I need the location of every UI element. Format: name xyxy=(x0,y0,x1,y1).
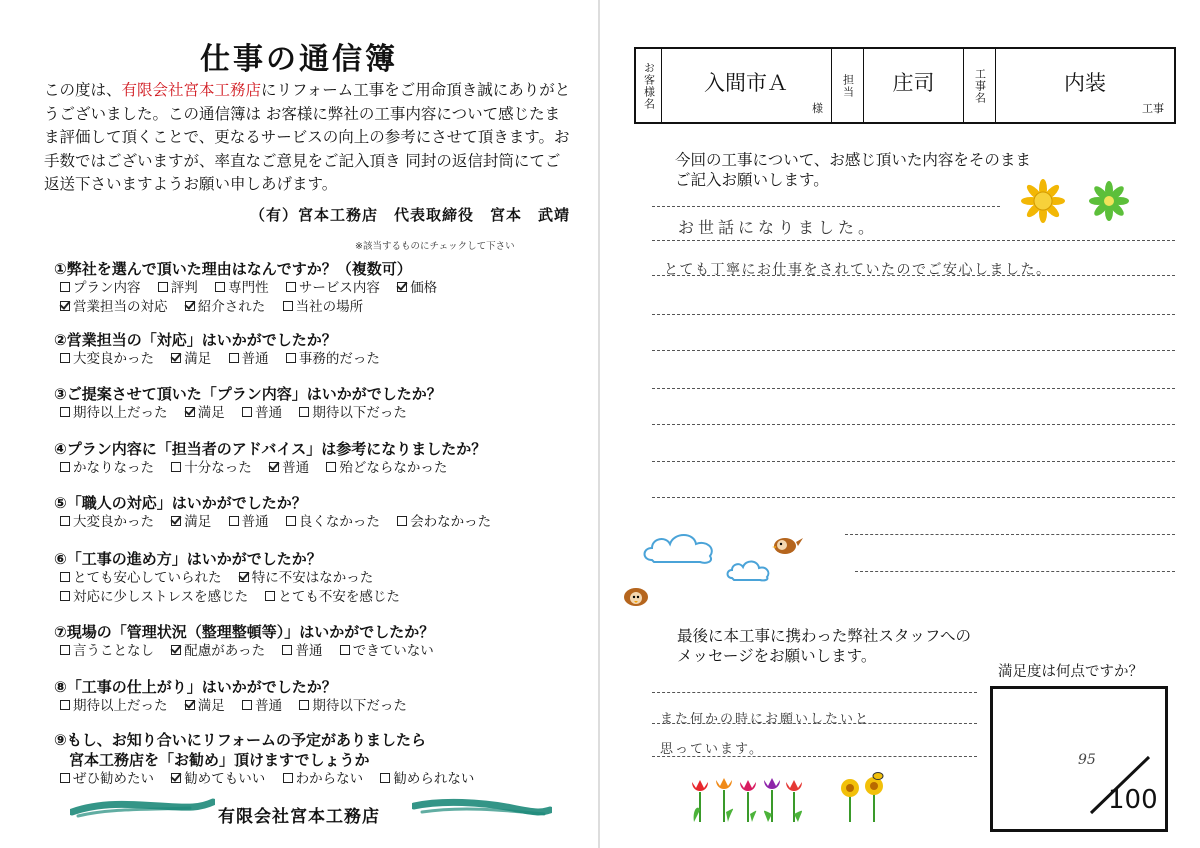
checkbox[interactable] xyxy=(340,645,350,655)
green-flower-icon xyxy=(1088,180,1130,222)
option-item[interactable] xyxy=(60,460,154,476)
question-options xyxy=(60,350,564,369)
option-label: 普通 xyxy=(282,460,310,476)
checkbox[interactable] xyxy=(158,282,168,292)
question-options xyxy=(60,569,564,607)
option-item[interactable] xyxy=(283,771,364,787)
intro-prefix: この度は、 xyxy=(44,81,122,99)
checkbox[interactable] xyxy=(242,407,252,417)
checkbox[interactable] xyxy=(171,462,181,472)
question-title: ⑦現場の「管理状況（整理整頓等）」はいかがでしたか？ xyxy=(54,623,435,641)
option-label: 期待以上だった xyxy=(73,405,168,421)
work-value-cell xyxy=(996,49,1174,122)
option-label: プラン内容 xyxy=(73,280,141,296)
option-item[interactable] xyxy=(60,351,154,367)
question-title: ⑨もし、お知り合いにリフォームの予定がありましたら 宮本工務店を「お勧め」頂けますでしょうか xyxy=(54,731,426,769)
checkbox[interactable] xyxy=(380,773,390,783)
staff-label-cell xyxy=(832,49,864,122)
checked-checkbox[interactable] xyxy=(171,773,181,783)
handwritten-message: 思っています。 xyxy=(660,742,764,757)
option-item[interactable] xyxy=(171,643,265,659)
option-label: 普通 xyxy=(241,514,269,530)
checkbox[interactable] xyxy=(60,462,70,472)
option-item[interactable] xyxy=(286,514,380,530)
option-label: サービス内容 xyxy=(298,280,380,296)
option-item[interactable] xyxy=(60,771,154,787)
option-label: かなりなった xyxy=(73,460,154,476)
checked-checkbox[interactable] xyxy=(171,516,181,526)
question-title: ⑧「工事の仕上がり」はいかがでしたか？ xyxy=(54,678,337,696)
option-label: 特に不安はなかった xyxy=(251,570,374,586)
checkbox[interactable] xyxy=(283,301,293,311)
question-8 xyxy=(54,677,564,716)
work-name: 内装 xyxy=(1064,71,1106,95)
question-options xyxy=(60,697,564,716)
option-item[interactable] xyxy=(171,771,265,787)
comment-dashed-line xyxy=(652,206,1000,207)
checkbox[interactable] xyxy=(299,700,309,710)
question-2 xyxy=(54,330,564,369)
option-label: 営業担当の対応 xyxy=(73,299,168,315)
brush-stroke-right xyxy=(412,796,552,822)
question-6 xyxy=(54,549,564,607)
dashed-line-extra-2 xyxy=(855,571,1175,572)
footer-company-name: 有限会社宮本工務店 xyxy=(218,807,380,827)
option-item[interactable] xyxy=(60,514,154,530)
option-item[interactable] xyxy=(286,280,380,296)
option-label: 勧めてもいい xyxy=(184,771,266,787)
option-label: 紹介された xyxy=(197,299,266,315)
score-max: 100 xyxy=(1108,785,1158,815)
message-prompt: 最後に本工事に携わった弊社スタッフへの メッセージをお願いします。 xyxy=(677,627,972,665)
question-title: ⑤「職人の対応」はいかがでしたか？ xyxy=(54,494,307,512)
option-label: 満足 xyxy=(184,351,212,367)
option-item[interactable] xyxy=(60,280,141,296)
checkbox[interactable] xyxy=(60,700,70,710)
dashed-line-extra-1 xyxy=(845,534,1175,535)
score-value: 95 xyxy=(1078,752,1096,768)
option-label: 満足 xyxy=(197,405,225,421)
option-item[interactable] xyxy=(60,589,248,605)
question-options xyxy=(60,404,564,423)
staff-value-cell xyxy=(864,49,964,122)
small-sunflowers-icon xyxy=(836,772,888,824)
option-label: とても不安を感じた xyxy=(278,589,400,605)
question-7 xyxy=(54,622,564,661)
question-title: ③ご提案させて頂いた「プラン内容」はいかがでしたか？ xyxy=(54,385,442,403)
option-label: 勧められない xyxy=(393,771,475,787)
option-label: できていない xyxy=(352,643,434,659)
option-item[interactable] xyxy=(215,280,269,296)
option-item[interactable] xyxy=(397,280,437,296)
option-label: 普通 xyxy=(241,351,269,367)
option-label: 価格 xyxy=(410,280,438,296)
message-dashed-line xyxy=(652,692,977,693)
tulips-icon xyxy=(688,774,808,824)
checkbox[interactable] xyxy=(299,407,309,417)
option-item[interactable] xyxy=(171,460,252,476)
customer-label: お客様名 xyxy=(642,61,656,110)
checkbox[interactable] xyxy=(60,353,70,363)
option-label: 普通 xyxy=(255,698,283,714)
question-5 xyxy=(54,493,564,532)
comment-dashed-line xyxy=(652,497,1175,498)
question-4 xyxy=(54,439,564,478)
customer-suffix: 様 xyxy=(812,102,823,115)
comment-dashed-line xyxy=(652,314,1175,315)
option-item[interactable] xyxy=(60,299,168,315)
checkbox[interactable] xyxy=(60,645,70,655)
cloud-icon xyxy=(640,526,720,568)
checkbox[interactable] xyxy=(242,700,252,710)
option-item[interactable] xyxy=(239,570,374,586)
checkbox[interactable] xyxy=(326,462,336,472)
option-label: 普通 xyxy=(295,643,323,659)
option-label: 満足 xyxy=(184,514,212,530)
left-page xyxy=(0,0,598,848)
option-item[interactable] xyxy=(171,351,211,367)
option-label: 専門性 xyxy=(228,280,269,296)
comment-dashed-line xyxy=(652,388,1175,389)
checkbox[interactable] xyxy=(286,353,296,363)
option-item[interactable] xyxy=(60,643,154,659)
option-item[interactable] xyxy=(171,514,211,530)
option-item[interactable] xyxy=(340,643,434,659)
option-item[interactable] xyxy=(185,405,225,421)
question-3 xyxy=(54,384,564,423)
option-item[interactable] xyxy=(60,698,168,714)
question-title: ④プラン内容に「担当者のアドバイス」は参考になりましたか？ xyxy=(54,440,487,458)
option-label: 普通 xyxy=(255,405,283,421)
option-label: わからない xyxy=(295,771,364,787)
option-item[interactable] xyxy=(397,514,491,530)
comment-dashed-line xyxy=(652,350,1175,351)
option-label: 殆どならなかった xyxy=(339,460,448,476)
option-item[interactable] xyxy=(229,351,269,367)
checkbox[interactable] xyxy=(229,516,239,526)
option-item[interactable] xyxy=(380,771,474,787)
option-item[interactable] xyxy=(60,570,222,586)
option-item[interactable] xyxy=(158,280,198,296)
question-options xyxy=(60,513,564,532)
question-title: ①弊社を選んで頂いた理由はなんですか？（複数可） xyxy=(54,260,412,278)
question-options xyxy=(60,459,564,478)
option-item[interactable] xyxy=(229,514,269,530)
question-options xyxy=(60,279,564,317)
comment-prompt: 今回の工事について、お感じ頂いた内容をそのまま ご記入お願いします。 xyxy=(675,151,1031,189)
checkbox[interactable] xyxy=(60,572,70,582)
option-label: 対応に少しストレスを感じた xyxy=(73,589,249,605)
option-label: 事務的だった xyxy=(298,351,380,367)
customer-label-cell xyxy=(636,49,662,122)
checkbox[interactable] xyxy=(60,282,70,292)
work-label-cell xyxy=(964,49,996,122)
question-options xyxy=(60,770,564,789)
option-label: 会わなかった xyxy=(410,514,492,530)
checked-checkbox[interactable] xyxy=(185,700,195,710)
comment-dashed-line xyxy=(652,461,1175,462)
checked-checkbox[interactable] xyxy=(171,645,181,655)
option-label: 良くなかった xyxy=(298,514,380,530)
checkbox[interactable] xyxy=(60,773,70,783)
option-label: 評判 xyxy=(170,280,198,296)
option-item[interactable] xyxy=(242,405,282,421)
option-label: とても安心していられた xyxy=(73,570,222,586)
option-item[interactable] xyxy=(326,460,447,476)
option-label: 満足 xyxy=(197,698,225,714)
option-item[interactable] xyxy=(299,698,407,714)
staff-name: 庄司 xyxy=(892,71,935,95)
checkbox[interactable] xyxy=(397,516,407,526)
option-label: 十分なった xyxy=(184,460,252,476)
page-title: 仕事の通信簿 xyxy=(200,42,398,77)
option-label: ぜひ勧めたい xyxy=(73,771,154,787)
signature: （有）宮本工務店 代表取締役 宮本 武靖 xyxy=(250,206,571,224)
option-label: 期待以下だった xyxy=(312,405,407,421)
bird-icon-2 xyxy=(618,582,654,610)
option-label: 大変良かった xyxy=(73,351,154,367)
checked-checkbox[interactable] xyxy=(397,282,407,292)
handwritten-comment: とても丁寧にお仕事をされていたのでご安心しました。 xyxy=(664,262,1052,278)
option-label: 言うことなし xyxy=(73,643,154,659)
checkbox[interactable] xyxy=(215,282,225,292)
option-item[interactable] xyxy=(185,698,225,714)
bird-icon xyxy=(770,532,804,558)
intro-body: にリフォーム工事をご用命頂き誠にありがとうございました。この通信簿は お客様に弊社の工事内容について感じたまま評価して頂くことで、更なるサービスの向上の参考にさせて頂きます。お手数ではございますが、率直なご意見をご記入頂き 同封の返信封筒にてご返送下さいますようお願い申しあげます。 xyxy=(44,81,571,193)
option-label: 期待以下だった xyxy=(312,698,407,714)
checkbox[interactable] xyxy=(286,516,296,526)
checkbox[interactable] xyxy=(286,282,296,292)
checkbox[interactable] xyxy=(60,407,70,417)
intro-text xyxy=(44,79,574,197)
option-item[interactable] xyxy=(282,643,322,659)
checked-checkbox[interactable] xyxy=(269,462,279,472)
option-item[interactable] xyxy=(269,460,309,476)
checkbox[interactable] xyxy=(60,516,70,526)
small-cloud-icon xyxy=(724,556,772,584)
handwritten-message: また何かの時にお願いしたいと xyxy=(660,712,871,727)
option-label: 期待以上だった xyxy=(73,698,168,714)
score-label: 満足度は何点ですか？ xyxy=(998,664,1143,680)
handwritten-comment: お世話になりました。 xyxy=(678,218,879,237)
question-title: ⑥「工事の進め方」はいかがでしたか？ xyxy=(54,550,322,568)
checked-checkbox[interactable] xyxy=(185,301,195,311)
comment-dashed-line xyxy=(652,424,1175,425)
customer-info-box xyxy=(634,47,1176,124)
checked-checkbox[interactable] xyxy=(171,353,181,363)
option-item[interactable] xyxy=(242,698,282,714)
work-suffix: 工事 xyxy=(1142,102,1164,115)
option-label: 大変良かった xyxy=(73,514,154,530)
work-label: 工事名 xyxy=(973,67,987,104)
checkbox[interactable] xyxy=(265,591,275,601)
option-label: 配慮があった xyxy=(184,643,266,659)
customer-name: 入間市Ａ xyxy=(704,71,788,95)
option-item[interactable] xyxy=(299,405,407,421)
option-label: 当社の場所 xyxy=(295,299,364,315)
question-1 xyxy=(54,259,564,317)
checkbox[interactable] xyxy=(229,353,239,363)
sunflower-icon xyxy=(1020,178,1066,224)
option-item[interactable] xyxy=(265,589,400,605)
intro-company-name: 有限会社宮本工務店 xyxy=(121,81,262,99)
checkbox[interactable] xyxy=(283,773,293,783)
customer-value-cell xyxy=(662,49,832,122)
question-options xyxy=(60,642,564,661)
staff-label: 担当 xyxy=(841,73,855,98)
checked-checkbox[interactable] xyxy=(185,407,195,417)
page-fold xyxy=(598,0,600,848)
checkbox[interactable] xyxy=(60,591,70,601)
checked-checkbox[interactable] xyxy=(60,301,70,311)
option-item[interactable] xyxy=(286,351,380,367)
question-title: ②営業担当の「対応」はいかがでしたか？ xyxy=(54,331,337,349)
check-note: ※該当するものにチェックして下さい xyxy=(355,241,515,252)
option-item[interactable] xyxy=(185,299,266,315)
checkbox[interactable] xyxy=(282,645,292,655)
question-9 xyxy=(54,730,564,789)
option-item[interactable] xyxy=(283,299,364,315)
checked-checkbox[interactable] xyxy=(239,572,249,582)
comment-dashed-line xyxy=(652,240,1175,241)
option-item[interactable] xyxy=(60,405,168,421)
